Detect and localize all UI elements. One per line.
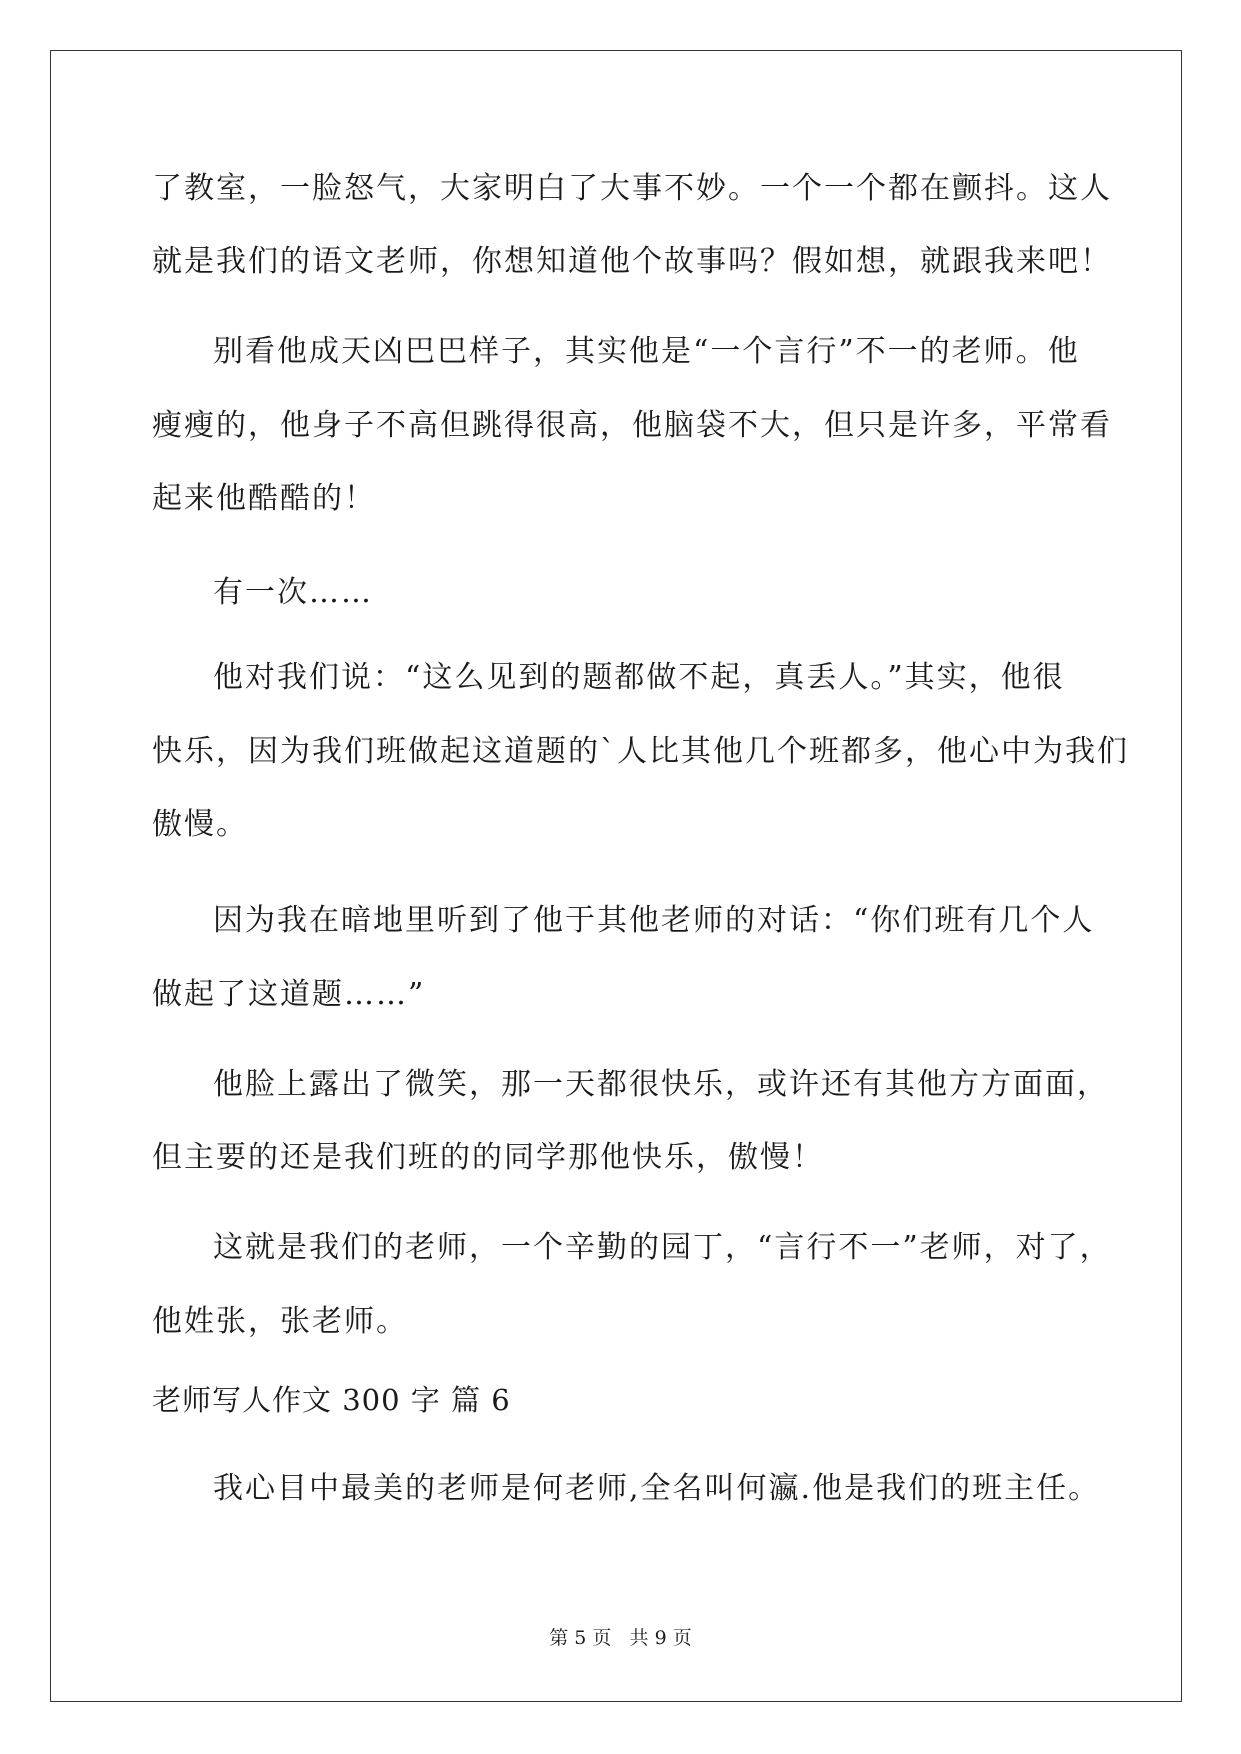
paragraph-start: 我心目中最美的老师是何老师,全名叫何瀛.他是我们的班主任。 [213, 1471, 1101, 1506]
paragraph-start: 有一次…… [213, 575, 373, 610]
text-line: 他姓张，张老师。 [152, 1304, 408, 1339]
text-line: 做起了这道题……” [152, 977, 426, 1012]
paragraph-start: 他对我们说：“这么见到的题都做不起，真丢人。”其实，他很 [213, 660, 1065, 695]
text-line: 但主要的还是我们班的的同学那他快乐，傲慢！ [152, 1140, 824, 1175]
page-number-footer: 第 5 页 共 9 页 [549, 1627, 692, 1649]
page-border [50, 50, 1182, 1702]
paragraph-start: 别看他成天凶巴巴样子，其实他是“一个言行”不一的老师。他 [213, 334, 1080, 369]
text-line: 就是我们的语文老师，你想知道他个故事吗？假如想，就跟我来吧！ [152, 244, 1112, 279]
paragraph-start: 他脸上露出了微笑，那一天都很快乐，或许还有其他方方面面， [213, 1067, 1109, 1102]
paragraph-start: 这就是我们的老师，一个辛勤的园丁，“言行不一”老师，对了， [213, 1230, 1112, 1265]
section-heading: 老师写人作文 300 字 篇 6 [152, 1383, 511, 1417]
text-line: 傲慢。 [152, 807, 248, 842]
paragraph-start: 因为我在暗地里听到了他于其他老师的对话：“你们班有几个人 [213, 903, 1095, 938]
text-line: 瘦瘦的，他身子不高但跳得很高，他脑袋不大，但只是许多，平常看 [152, 408, 1112, 443]
text-line: 快乐，因为我们班做起这道题的`人比其他几个班都多，他心中为我们 [152, 734, 1129, 769]
text-line: 起来他酷酷的！ [152, 481, 376, 516]
text-line: 了教室，一脸怒气，大家明白了大事不妙。一个一个都在颤抖。这人 [152, 171, 1112, 206]
